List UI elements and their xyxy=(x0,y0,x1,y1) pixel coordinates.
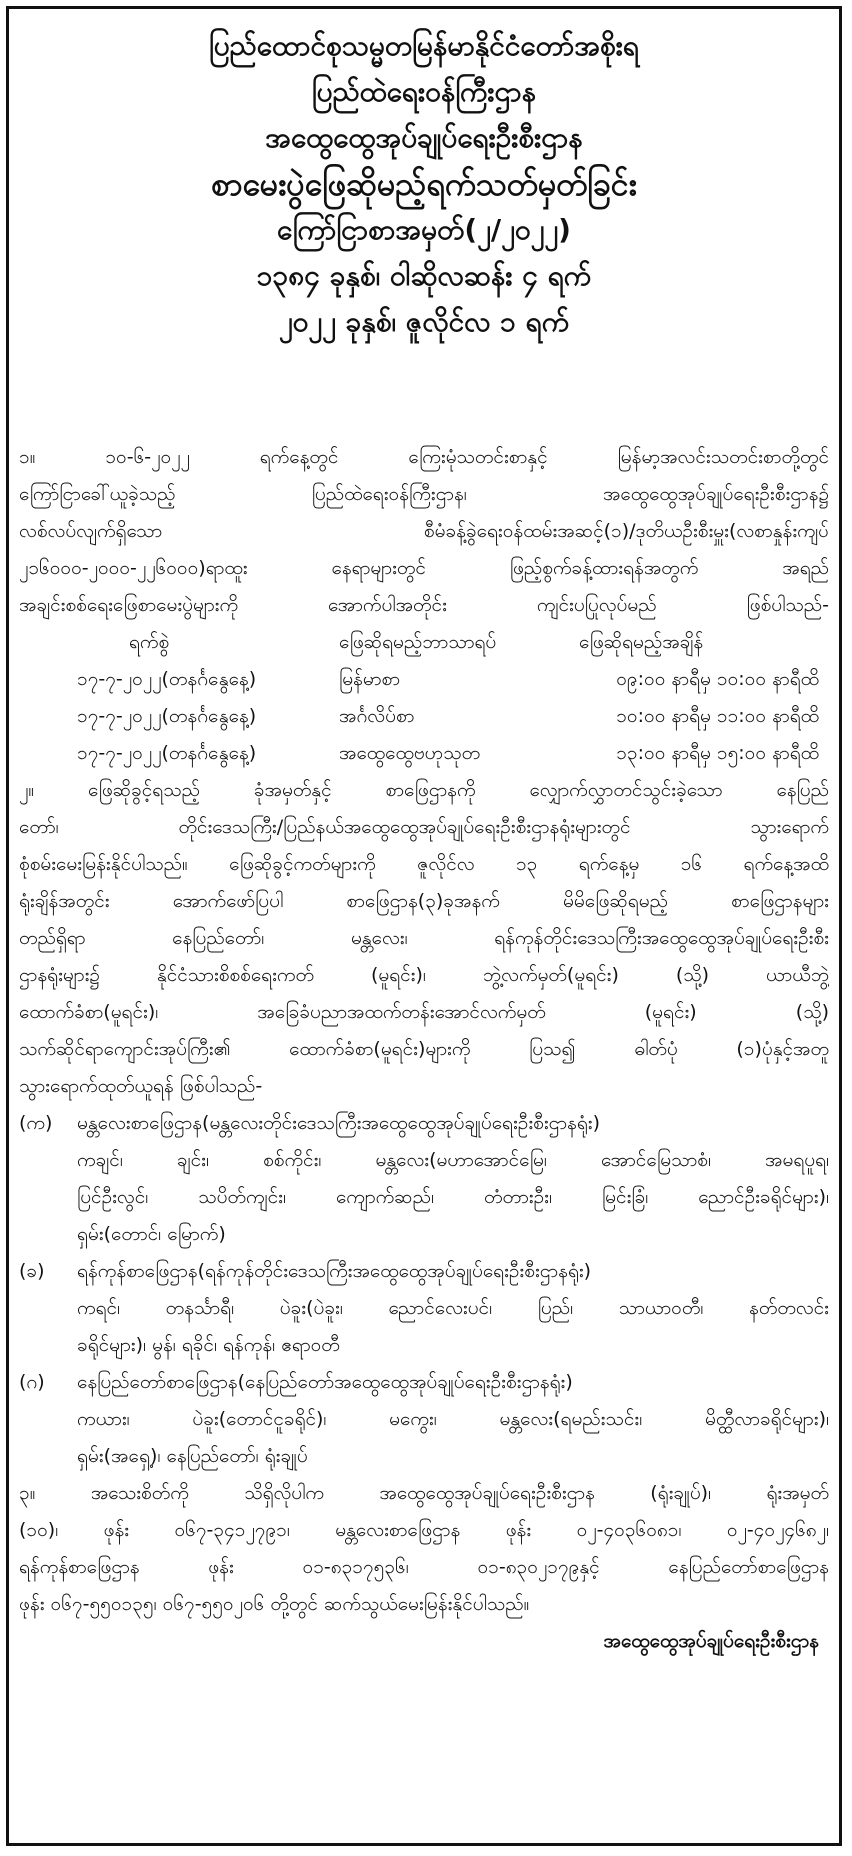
paragraph-line: ၁။ ၁၀-၆-၂၀၂၂ ရက်နေ့တွင် ကြေးမုံသတင်းစာနှင့် မြန်မာ့အလင်းသတင်းစာတို့တွင် xyxy=(19,446,829,468)
date-column-header: ရက်စွဲ xyxy=(129,631,170,653)
exam-office-mandalay xyxy=(19,1105,829,1253)
office-title: မန္တလေးစာဖြေဌာန(မန္တလေးတိုင်းဒေသကြီးအထွေထွေအုပ်ချုပ်ရေးဦးစီးဌာနရုံး) xyxy=(77,1112,601,1134)
paragraph-3 xyxy=(19,1475,829,1623)
office-coverage-line: ကချင်၊ ချင်း၊ စစ်ကိုင်း၊ မန္တလေး(မဟာအောင်မြေ၊ အောင်မြေသာစံ၊ အမရပူရ၊ xyxy=(77,1149,829,1171)
exam-office-yangon xyxy=(19,1253,829,1364)
announcement-body xyxy=(19,439,829,1660)
paragraph-line: ၂။ ဖြေဆိုခွင့်ရသည့် ခုံအမှတ်နှင့် စာဖြေဌာနကို လျှောက်လွှာတင်သွင်းခဲ့သော နေပြည် xyxy=(19,779,829,801)
office-heading xyxy=(19,1253,829,1290)
paragraph-line: လစ်လပ်လျက်ရှိသော စီမံခန့်ခွဲရေးဝန်ထမ်းအဆင့်(၁)/ဒုတိယဦးစီးမှူး(လစာနှုန်းကျပ် xyxy=(19,520,829,542)
paragraph-line: ဌာနရုံးများ၌ နိုင်ငံသားစိစစ်ရေးကတ် (မူရင်း)၊ ဘွဲ့လက်မှတ်(မူရင်း) (သို့) ယာယီဘွဲ့ xyxy=(19,964,829,986)
schedule-row xyxy=(19,661,829,698)
office-coverage-line: ကရင်၊ တနင်္သာရီ၊ ပဲခူး(ပဲခူး၊ ညောင်လေးပင်၊ ပြည်၊ သာယာဝတီ၊ နတ်တလင်း xyxy=(77,1297,829,1319)
announcement-title: စာမေးပွဲဖြေဆိုမည့်ရက်သတ်မှတ်ခြင်း xyxy=(211,165,637,203)
paragraph-line: (၁၀)၊ ဖုန်း ၀၆၇-၃၄၁၂၇၉၁၊ မန္တလေးစာဖြေဌာန ဖုန်း ၀၂-၄၀၃၆၀၈၁၊ ၀၂-၄၀၂၄၆၈၂၊ xyxy=(19,1519,829,1541)
ministry-heading: ပြည်ထဲရေးဝန်ကြီးဌာန xyxy=(311,75,537,108)
office-coverage-line: ပြင်ဦးလွင်၊ သပိတ်ကျင်း၊ ကျောက်ဆည်၊ တံတားဦး၊ မြင်းခြံ၊ ညောင်ဦးခရိုင်များ)၊ xyxy=(77,1186,829,1208)
department-heading: အထွေထွေအုပ်ချုပ်ရေးဦးစီးဌာန xyxy=(265,121,583,154)
exam-subject: မြန်မာစာ xyxy=(339,668,401,690)
announcement-frame xyxy=(6,6,842,1846)
paragraph-line: စုံစမ်းမေးမြန်းနိုင်ပါသည်။ ဖြေဆိုခွင့်ကတ်များကို ဇူလိုင်လ ၁၃ ရက်နေ့မှ ၁၆ ရက်နေ့အထိ xyxy=(19,853,829,875)
office-coverage-line: ရှမ်း(တောင်၊ မြောက်) xyxy=(77,1223,226,1245)
paragraph-line: ဖုန်း ၀၆၇-၅၅၀၁၃၅၊ ၀၆၇-၅၅၀၂၀၆ တို့တွင် ဆက်သွယ်မေးမြန်းနိုင်ပါသည်။ xyxy=(19,1593,530,1615)
paragraph-line: ရန်ကုန်စာဖြေဌာန ဖုန်း ၀၁-၈၃၁၇၅၃၆၊ ၀၁-၈၃၀၂၁၇၉နှင့် နေပြည်တော်စာဖြေဌာန xyxy=(19,1556,829,1578)
paragraph-line: တော်၊ တိုင်းဒေသကြီး/ပြည်နယ်အထွေထွေအုပ်ချုပ်ရေးဦးစီးဌာနရုံးများတွင် သွားရောက် xyxy=(19,816,829,838)
paragraph-line: ၂၁၆၀၀၀-၂၀၀၀-၂၂၆၀၀၀)ရာထူး နေရာများတွင် ဖြည့်စွက်ခန့်ထားရန်အတွက် အရည် xyxy=(19,557,829,579)
paragraph-2 xyxy=(19,772,829,1105)
schedule-header xyxy=(19,624,829,661)
exam-time: ၁၀:၀၀ နာရီမှ ၁၁:၀၀ နာရီထိ xyxy=(616,705,819,727)
myanmar-date: ၁၃၈၄ ခုနှစ်၊ ဝါဆိုလဆန်း ၄ ရက် xyxy=(256,259,592,292)
paragraph-line: ထောက်ခံစာ(မူရင်း)၊ အခြေခံပညာအထက်တန်းအောင်လက်မှတ် (မူရင်း) (သို့) xyxy=(19,1001,829,1023)
exam-subject: အင်္ဂလိပ်စာ xyxy=(339,705,415,727)
exam-time: ၁၃:၀၀ နာရီမှ ၁၅:၀၀ နာရီထိ xyxy=(616,742,819,764)
paragraph-line: အချင်းစစ်ရေးဖြေစာမေးပွဲများကို အောက်ပါအတိုင်း ကျင်းပပြုလုပ်မည် ဖြစ်ပါသည်- xyxy=(19,594,829,616)
office-heading xyxy=(19,1105,829,1142)
office-coverage-line: ရှမ်း(အရှေ့)၊ နေပြည်တော်၊ ရုံးချုပ် xyxy=(77,1445,308,1467)
exam-office-naypyitaw xyxy=(19,1364,829,1475)
office-label: (ခ) xyxy=(19,1260,45,1282)
paragraph-line: ကြော်ငြာခေါ်ယူခဲ့သည့် ပြည်ထဲရေးဝန်ကြီးဌာန၊ အထွေထွေအုပ်ချုပ်ရေးဦးစီးဌာန၌ xyxy=(19,483,829,505)
schedule-row xyxy=(19,735,829,772)
time-column-header: ဖြေဆိုရမည့်အချိန် xyxy=(579,631,704,653)
exam-schedule xyxy=(19,624,829,772)
announcement-number: ကြော်ငြာစာအမှတ်(၂/၂၀၂၂) xyxy=(277,213,571,246)
schedule-row xyxy=(19,698,829,735)
paragraph-line: ရုံးချိန်အတွင်း အောက်ဖော်ပြပါ စာဖြေဌာန(၃)ခုအနက် မိမိဖြေဆိုရမည့် စာဖြေဌာနများ xyxy=(19,890,829,912)
exam-time: ၀၉:၀၀ နာရီမှ ၁၀:၀၀ နာရီထိ xyxy=(616,668,819,690)
exam-date: ၁၇-၇-၂၀၂၂(တနင်္ဂနွေနေ့) xyxy=(77,705,257,727)
exam-date: ၁၇-၇-၂၀၂၂(တနင်္ဂနွေနေ့) xyxy=(77,668,257,690)
office-title: နေပြည်တော်စာဖြေဌာန(နေပြည်တော်အထွေထွေအုပ်ချုပ်ရေးဦးစီးဌာနရုံး) xyxy=(77,1371,573,1393)
paragraph-line: သွားရောက်ထုတ်ယူရန် ဖြစ်ပါသည်- xyxy=(19,1075,263,1097)
office-title: ရန်ကုန်စာဖြေဌာန(ရန်ကုန်တိုင်းဒေသကြီးအထွေထွေအုပ်ချုပ်ရေးဦးစီးဌာနရုံး) xyxy=(77,1260,592,1282)
office-coverage-line: ကယား၊ ပဲခူး(တောင်ငူခရိုင်)၊ မကွေး၊ မန္တလေး(ရမည်းသင်း၊ မိတ္ထီလာခရိုင်များ)၊ xyxy=(77,1408,829,1430)
exam-subject: အထွေထွေဗဟုသုတ xyxy=(339,742,481,764)
gregorian-date: ၂၀၂၂ ခုနှစ်၊ ဇူလိုင်လ ၁ ရက် xyxy=(278,305,570,338)
office-heading xyxy=(19,1364,829,1401)
paragraph-line: တည်ရှိရာ နေပြည်တော်၊ မန္တလေး၊ ရန်ကုန်တိုင်းဒေသကြီးအထွေထွေအုပ်ချုပ်ရေးဦးစီး xyxy=(19,927,829,949)
paragraph-line: ၃။ အသေးစိတ်ကို သိရှိလိုပါက အထွေထွေအုပ်ချုပ်ရေးဦးစီးဌာန (ရုံးချုပ်)၊ ရုံးအမှတ် xyxy=(19,1482,829,1504)
office-coverage-line: ခရိုင်များ)၊ မွန်၊ ရခိုင်၊ ရန်ကုန်၊ ဧရာဝတီ xyxy=(77,1334,340,1356)
signature: အထွေထွေအုပ်ချုပ်ရေးဦးစီးဌာန xyxy=(603,1630,819,1652)
exam-date: ၁၇-၇-၂၀၂၂(တနင်္ဂနွေနေ့) xyxy=(77,742,257,764)
government-heading: ပြည်ထောင်စုသမ္မတမြန်မာနိုင်ငံတော်အစိုးရ xyxy=(209,29,639,62)
paragraph-line: သက်ဆိုင်ရာကျောင်းအုပ်ကြီး၏ ထောက်ခံစာ(မူရင်း)များကို ပြသ၍ ဓါတ်ပုံ (၁)ပုံနှင့်အတူ xyxy=(19,1038,829,1060)
paragraph-1 xyxy=(19,439,829,624)
subject-column-header: ဖြေဆိုရမည့်ဘာသာရပ် xyxy=(339,631,497,653)
office-label: (ဂ) xyxy=(19,1371,45,1393)
office-label: (က) xyxy=(19,1112,53,1134)
